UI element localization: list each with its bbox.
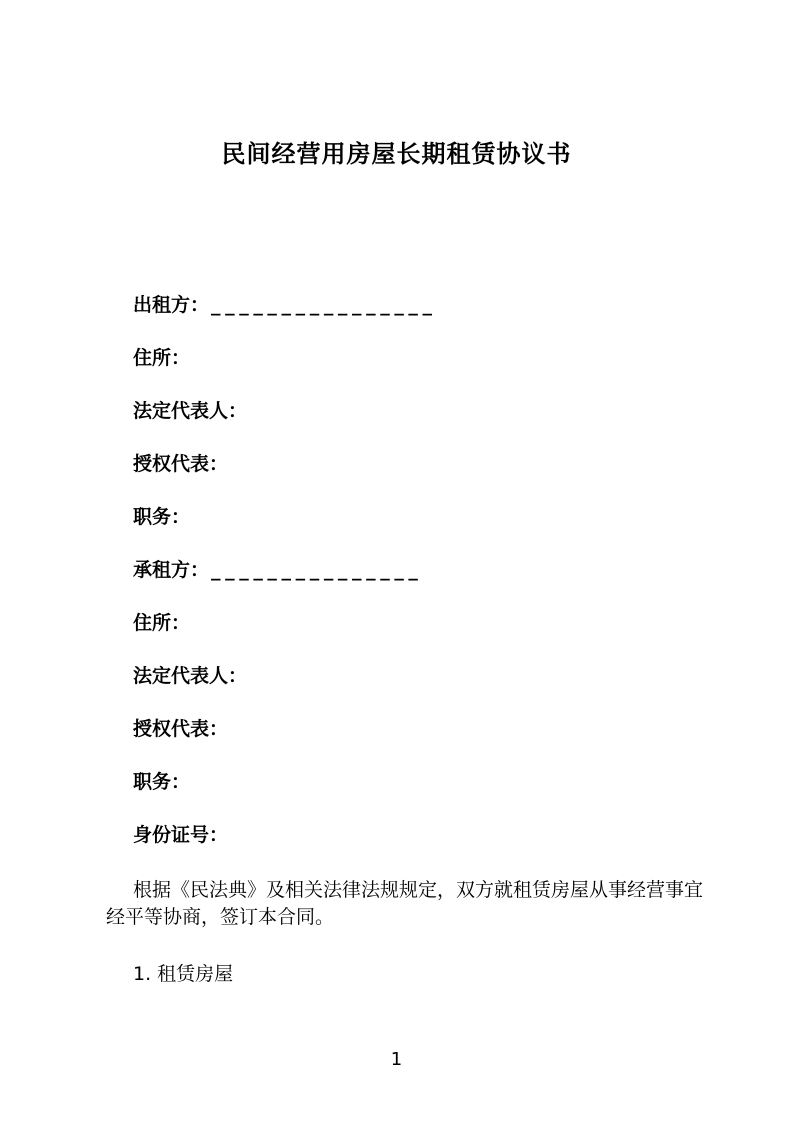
lessor-legal-representative-row	[106, 398, 703, 424]
lessor-legal-representative-label: 法定代表人：	[133, 400, 248, 422]
lessor-position-label: 职务：	[133, 506, 191, 528]
lessee-position-row	[106, 769, 703, 795]
lessee-legal-representative-row	[106, 663, 703, 689]
lessee-position-label: 职务：	[133, 771, 191, 793]
page-number: 1	[390, 1049, 403, 1070]
lessor-name-row	[106, 292, 703, 318]
lessee-name-row	[106, 557, 703, 583]
lessor-authorized-representative-label: 授权代表：	[133, 453, 229, 475]
section-heading-lease-property: 1. 租赁房屋	[133, 963, 234, 985]
lessor-name-blank-line: ________________	[211, 294, 437, 316]
lessee-id-number-label: 身份证号：	[133, 824, 229, 846]
party-info-block	[106, 292, 703, 848]
lessee-authorized-representative-label: 授权代表：	[133, 718, 229, 740]
document-body	[0, 292, 793, 987]
lessee-address-label: 住所：	[133, 612, 191, 634]
lessee-address-row	[106, 610, 703, 636]
document-title: 民间经营用房屋长期租赁协议书	[221, 140, 572, 168]
lessor-name-label: 出租方：	[133, 294, 210, 316]
lessee-name-label: 承租方：	[133, 559, 210, 581]
lessor-authorized-representative-row	[106, 451, 703, 477]
lessor-position-row	[106, 504, 703, 530]
lessee-authorized-representative-row	[106, 716, 703, 742]
lessee-name-blank-line: _______________	[211, 559, 423, 581]
lessee-id-number-row	[106, 822, 703, 848]
lessee-legal-representative-label: 法定代表人：	[133, 665, 248, 687]
lessor-address-row	[106, 345, 703, 371]
preamble-paragraph: 根据《民法典》及相关法律法规规定，双方就租赁房屋从事经营事宜经平等协商，签订本合同。	[106, 879, 704, 928]
lessor-address-label: 住所：	[133, 347, 191, 369]
